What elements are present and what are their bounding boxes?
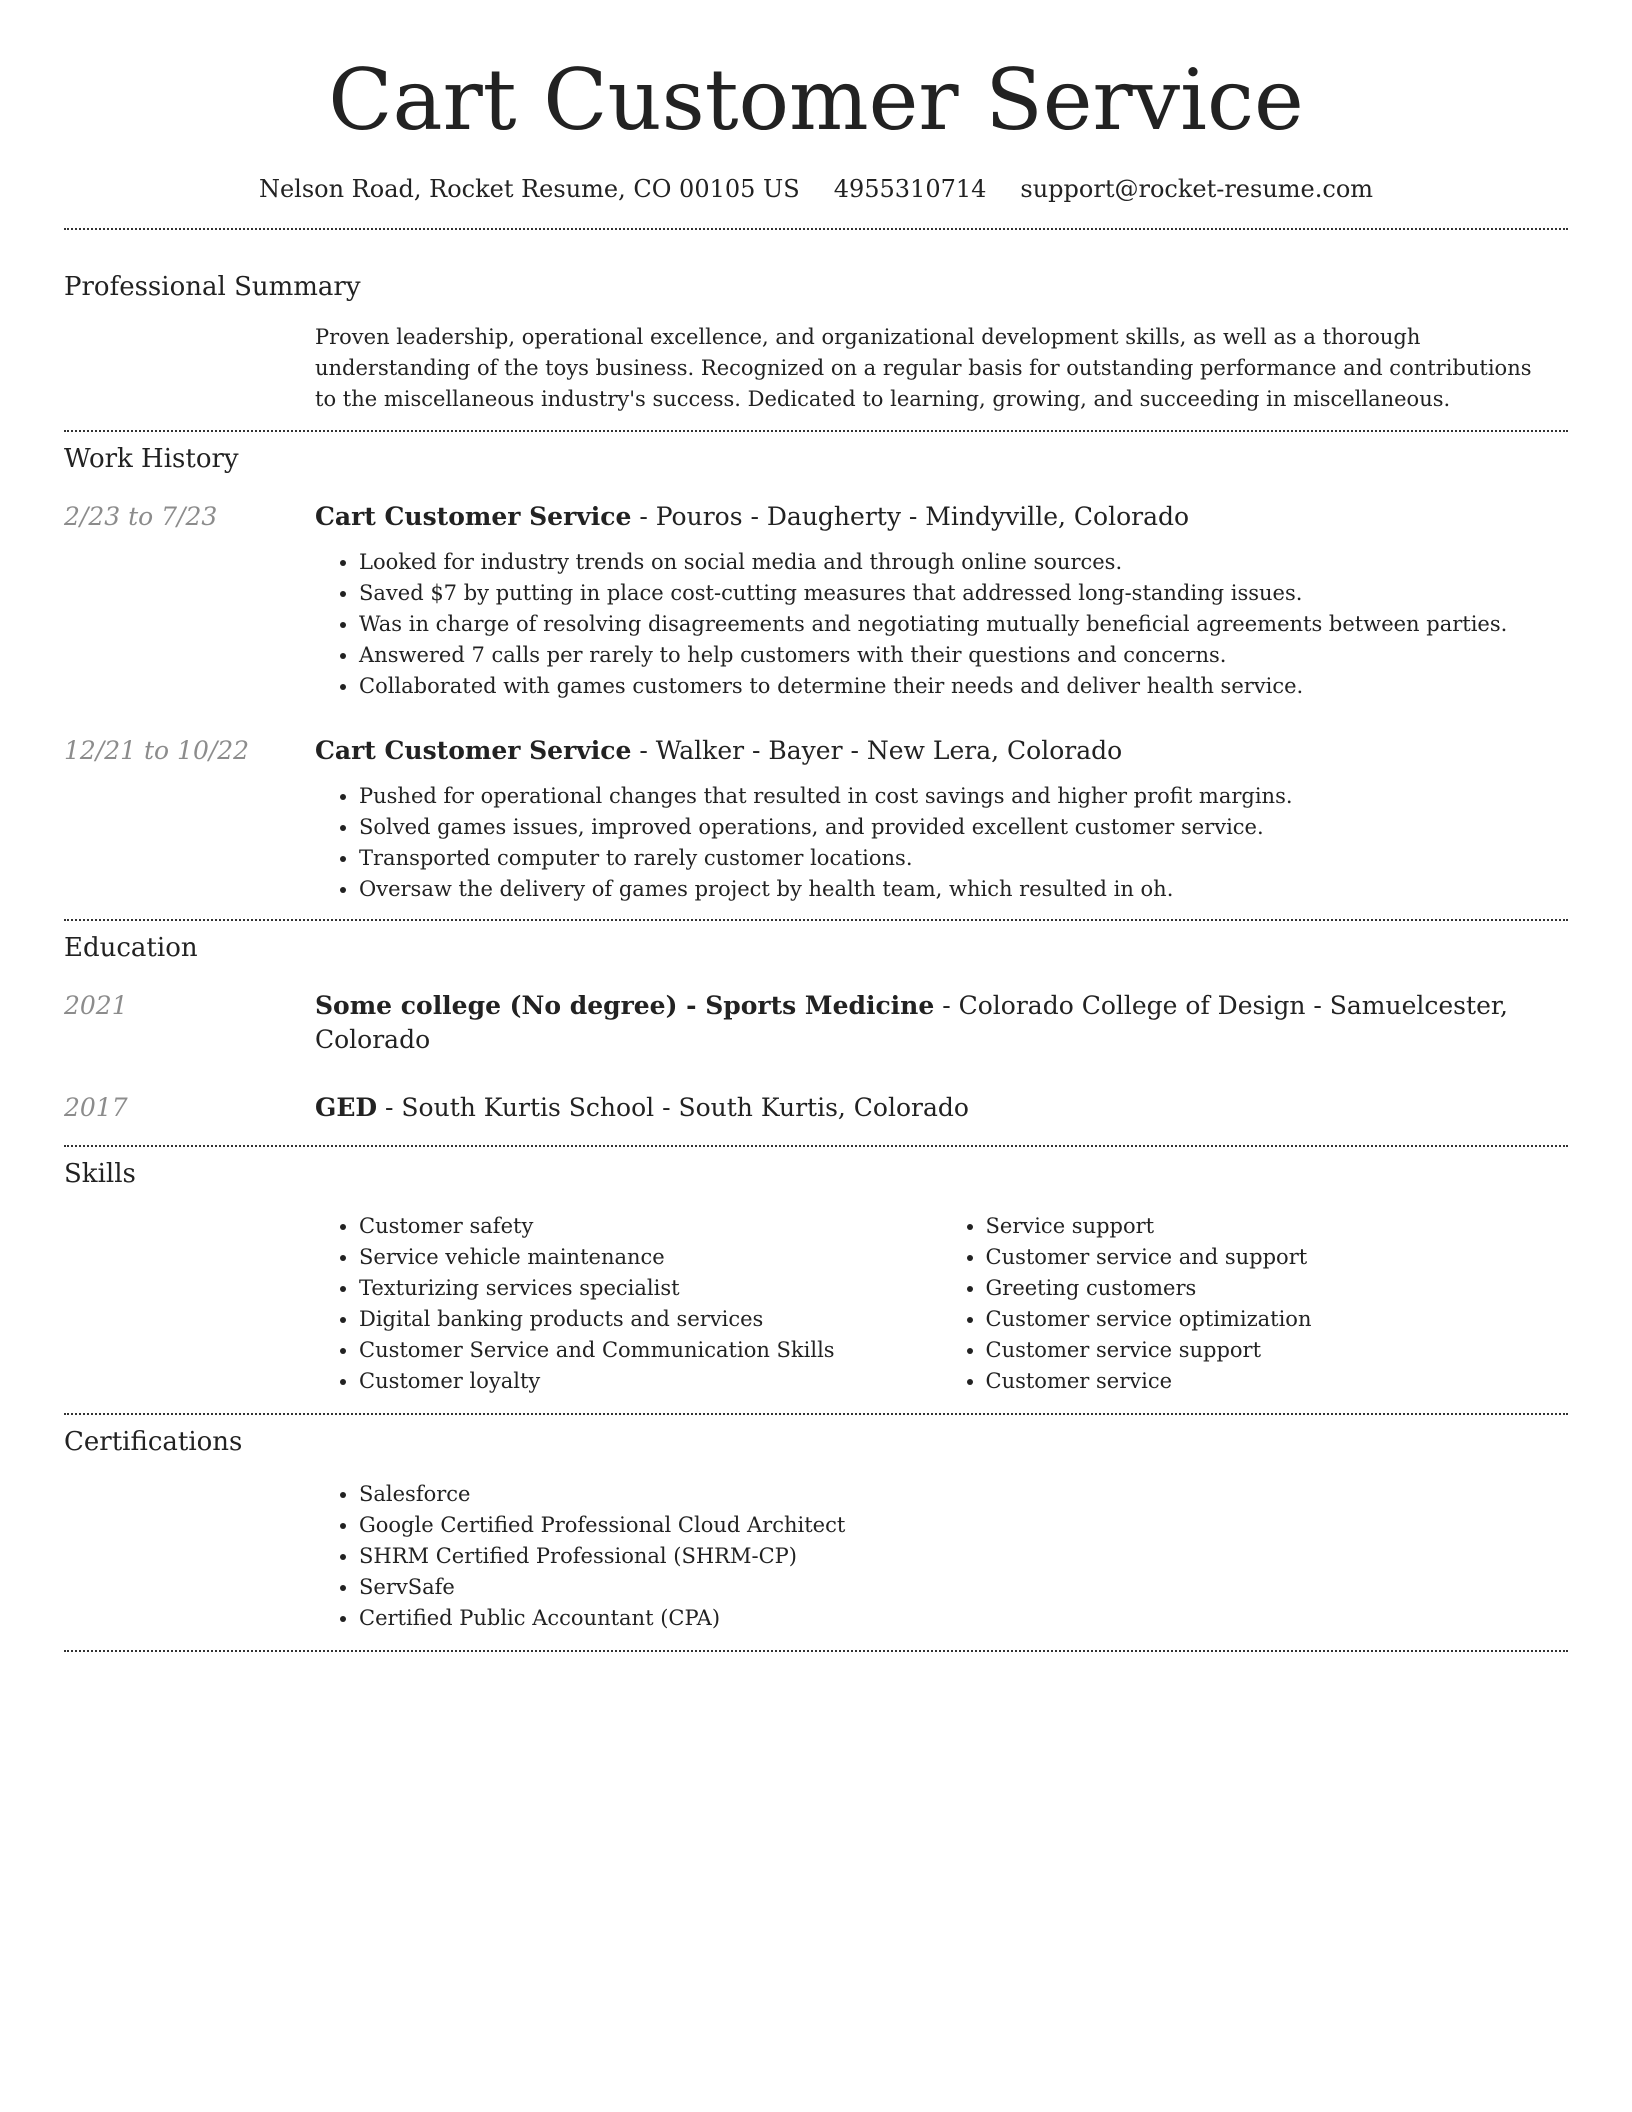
list-item: • Answered 7 calls per rarely to help customers with their questions and concerns. [359, 640, 1568, 671]
list-item: • Looked for industry trends on social media and through online sources. [359, 547, 1568, 578]
summary-heading: Professional Summary [64, 272, 361, 302]
education-heading: Education [64, 933, 198, 963]
contact-phone: 4955310714 [833, 175, 987, 203]
education-year: 2017 [64, 1093, 128, 1122]
list-item: • Texturizing services specialist [359, 1273, 942, 1304]
list-item: • ServSafe [359, 1572, 1568, 1603]
list-item: • Greeting customers [986, 1273, 1569, 1304]
list-item: • Service vehicle maintenance [359, 1242, 942, 1273]
education-degree: GED [315, 1093, 378, 1122]
list-item: • Was in charge of resolving disagreements and negotiating mutually beneficial agreements between parties. [359, 609, 1568, 640]
education-entry [64, 989, 1568, 1057]
education-body [315, 989, 1568, 1057]
list-item: • SHRM Certified Professional (SHRM-CP) [359, 1541, 1568, 1572]
job-body [315, 500, 1568, 702]
summary-content [315, 322, 1568, 415]
education-school: - South Kurtis School - South Kurtis, Colorado [377, 1093, 969, 1122]
job-body [315, 734, 1568, 905]
education-section [64, 921, 1568, 1125]
summary-text: Proven leadership, operational excellence, and organizational development skills, as well as a thorough understanding of the toys business. Recognized on a regular basis for outstanding performance and contributions to the miscellaneous industry's success. Dedicated to learning, growing, and succeeding in miscellaneous. [315, 325, 1532, 411]
list-item: • Service support [986, 1211, 1569, 1242]
contact-address: Nelson Road, Rocket Resume, CO 00105 US [258, 175, 800, 203]
list-item: • Certified Public Accountant (CPA) [359, 1603, 1568, 1634]
resume-header [0, 0, 1632, 206]
list-item: • Customer service and support [986, 1242, 1569, 1273]
list-item: • Customer loyalty [359, 1366, 942, 1397]
skills-list-left [315, 1211, 942, 1397]
job-position: Cart Customer Service [315, 502, 632, 531]
list-item: • Transported computer to rarely customer locations. [359, 843, 1568, 874]
certifications-section [64, 1415, 1568, 1634]
job-dates: 12/21 to 10/22 [64, 736, 250, 765]
job-employer: - Walker - Bayer - New Lera, Colorado [631, 736, 1123, 765]
certifications-list [315, 1479, 1568, 1634]
job-dates: 2/23 to 7/23 [64, 502, 218, 531]
list-item: • Solved games issues, improved operations, and provided excellent customer service. [359, 812, 1568, 843]
education-degree: Some college (No degree) - Sports Medicine [315, 991, 935, 1020]
education-body [315, 1091, 1568, 1125]
job-entry [64, 500, 1568, 702]
list-item: • Customer service support [986, 1335, 1569, 1366]
job-position: Cart Customer Service [315, 736, 632, 765]
list-item: • Customer service [986, 1366, 1569, 1397]
skills-columns [315, 1211, 1568, 1397]
job-bullets [315, 781, 1568, 905]
summary-section [64, 230, 1568, 415]
job-title [315, 500, 1568, 534]
list-item: • Digital banking products and services [359, 1304, 942, 1335]
contact-line [0, 172, 1632, 206]
certifications-heading: Certifications [64, 1427, 243, 1457]
work-history-heading: Work History [64, 444, 239, 474]
skills-section [64, 1147, 1568, 1397]
certifications-content [315, 1479, 1568, 1634]
education-school: - Colorado College of Design - Samuelcester, Colorado [315, 991, 1509, 1054]
list-item: • Salesforce [359, 1479, 1568, 1510]
list-item: • Collaborated with games customers to determine their needs and deliver health service. [359, 671, 1568, 702]
contact-email: support@rocket-resume.com [1020, 175, 1374, 203]
job-bullets [315, 547, 1568, 702]
list-item: • Customer safety [359, 1211, 942, 1242]
education-year: 2021 [64, 991, 128, 1020]
list-item: • Pushed for operational changes that resulted in cost savings and higher profit margins. [359, 781, 1568, 812]
list-item: • Saved $7 by putting in place cost-cutting measures that addressed long-standing issues. [359, 578, 1568, 609]
work-history-section [64, 432, 1568, 905]
education-entry [64, 1091, 1568, 1125]
job-title [315, 734, 1568, 768]
candidate-name: Cart Customer Service [328, 51, 1304, 149]
education-title [315, 1091, 1568, 1125]
job-employer: - Pouros - Daugherty - Mindyville, Colorado [631, 502, 1190, 531]
list-item: • Oversaw the delivery of games project by health team, which resulted in oh. [359, 874, 1568, 905]
list-item: • Customer Service and Communication Skills [359, 1335, 942, 1366]
education-title [315, 989, 1568, 1057]
skills-heading: Skills [64, 1159, 136, 1189]
skills-list-right [942, 1211, 1569, 1397]
list-item: • Google Certified Professional Cloud Architect [359, 1510, 1568, 1541]
job-entry [64, 734, 1568, 905]
section-divider [64, 1650, 1568, 1652]
list-item: • Customer service optimization [986, 1304, 1569, 1335]
